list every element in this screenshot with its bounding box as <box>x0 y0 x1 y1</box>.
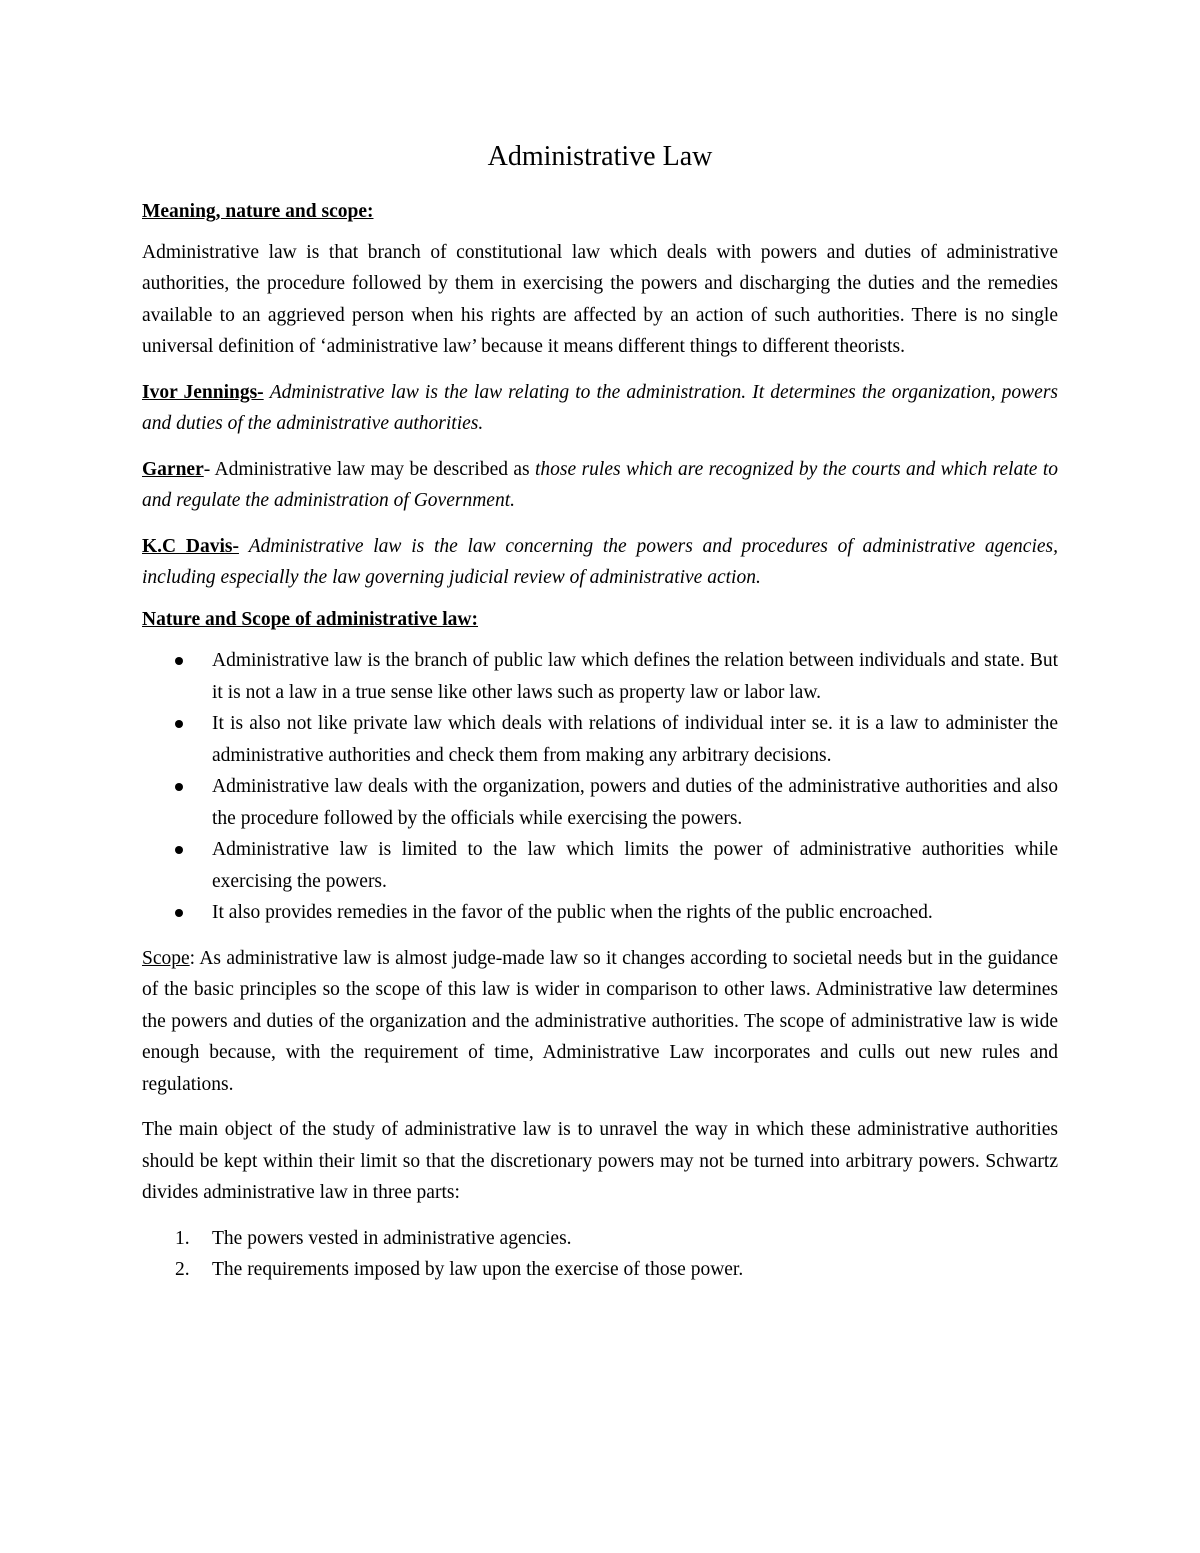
schwartz-parts-list <box>142 1223 1058 1286</box>
definition-term: Ivor Jennings- <box>142 381 264 403</box>
list-item <box>142 708 1058 771</box>
list-item-text: Administrative law is the branch of public law which defines the relation between individuals and state. But it is not a law in a true sense like other laws such as property law or labor law. <box>212 650 1058 703</box>
list-item-text: Administrative law is limited to the law which limits the power of administrative authorities while exercising the powers. <box>212 839 1058 892</box>
definition-davis <box>142 531 1058 594</box>
scope-text: : As administrative law is almost judge-made law so it changes according to societal needs but in the guidance of the basic principles so the scope of this law is wider in comparison to other laws. Administrative law determines the powers and duties of the organization and the administrative authorities. The scope of administrative law is wide enough because, with the requirement of time, Administrative Law incorporates and culls out new rules and regulations. <box>142 947 1058 1095</box>
scope-paragraph <box>142 943 1058 1101</box>
scope-term: Scope <box>142 947 190 969</box>
list-item <box>142 1254 1058 1286</box>
list-item-text: The powers vested in administrative agencies. <box>212 1227 572 1249</box>
bullet-icon <box>175 720 183 728</box>
heading-nature-scope: Nature and Scope of administrative law: <box>142 608 479 630</box>
definition-quote: Administrative law is the law concerning the powers and procedures of administrative agencies, including especially the law governing judicial review of administrative action. <box>142 535 1058 589</box>
heading-meaning: Meaning, nature and scope: <box>142 200 374 222</box>
list-item <box>142 897 1058 929</box>
bullet-icon <box>175 657 183 665</box>
list-item-text: Administrative law deals with the organization, powers and duties of the administrative authorities and also the procedure followed by the officials while exercising the powers. <box>212 776 1058 829</box>
bullet-icon <box>175 783 183 791</box>
intro-paragraph: Administrative law is that branch of constitutional law which deals with powers and duties of administrative authorities, the procedure followed by them in exercising the powers and discharging the duties and the remedies available to an aggrieved person when his rights are affected by an action of such authorities. There is no single universal definition of ‘administrative law’ because it means different things to different theorists. <box>142 241 1058 358</box>
bullet-icon <box>175 846 183 854</box>
list-item-text: The requirements imposed by law upon the exercise of those power. <box>212 1259 744 1281</box>
definition-term: Garner <box>142 458 204 480</box>
list-item <box>142 771 1058 834</box>
list-item <box>142 834 1058 897</box>
definition-quote: Administrative law is the law relating to the administration. It determines the organization, powers and duties of the administrative authorities. <box>142 381 1059 435</box>
document-title: Administrative Law <box>487 141 713 172</box>
list-number: 1. <box>175 1227 190 1249</box>
definition-quote: those rules which are recognized by the courts and which relate to and regulate the administration of Government. <box>142 458 1058 512</box>
list-item <box>142 1223 1058 1255</box>
list-item <box>142 645 1058 708</box>
definition-term: K.C Davis- <box>142 535 239 557</box>
definition-garner <box>142 454 1058 517</box>
list-number: 2. <box>175 1259 190 1281</box>
definition-lead <box>239 536 249 557</box>
list-item-text: It also provides remedies in the favor of the public when the rights of the public encroached. <box>212 902 933 924</box>
definition-jennings <box>142 377 1058 440</box>
nature-bullet-list <box>142 645 1058 929</box>
bullet-icon <box>175 909 183 917</box>
object-paragraph: The main object of the study of administrative law is to unravel the way in which these administrative authorities should be kept within their limit so that the discretionary powers may not be turned into arbitrary powers. Schwartz divides administrative law in three parts: <box>142 1119 1058 1204</box>
definition-lead: - Administrative law may be described as <box>203 458 536 480</box>
list-item-text: It is also not like private law which deals with relations of individual inter se. it is a law to administer the administrative authorities and check them from making any arbitrary decisions. <box>212 713 1058 766</box>
